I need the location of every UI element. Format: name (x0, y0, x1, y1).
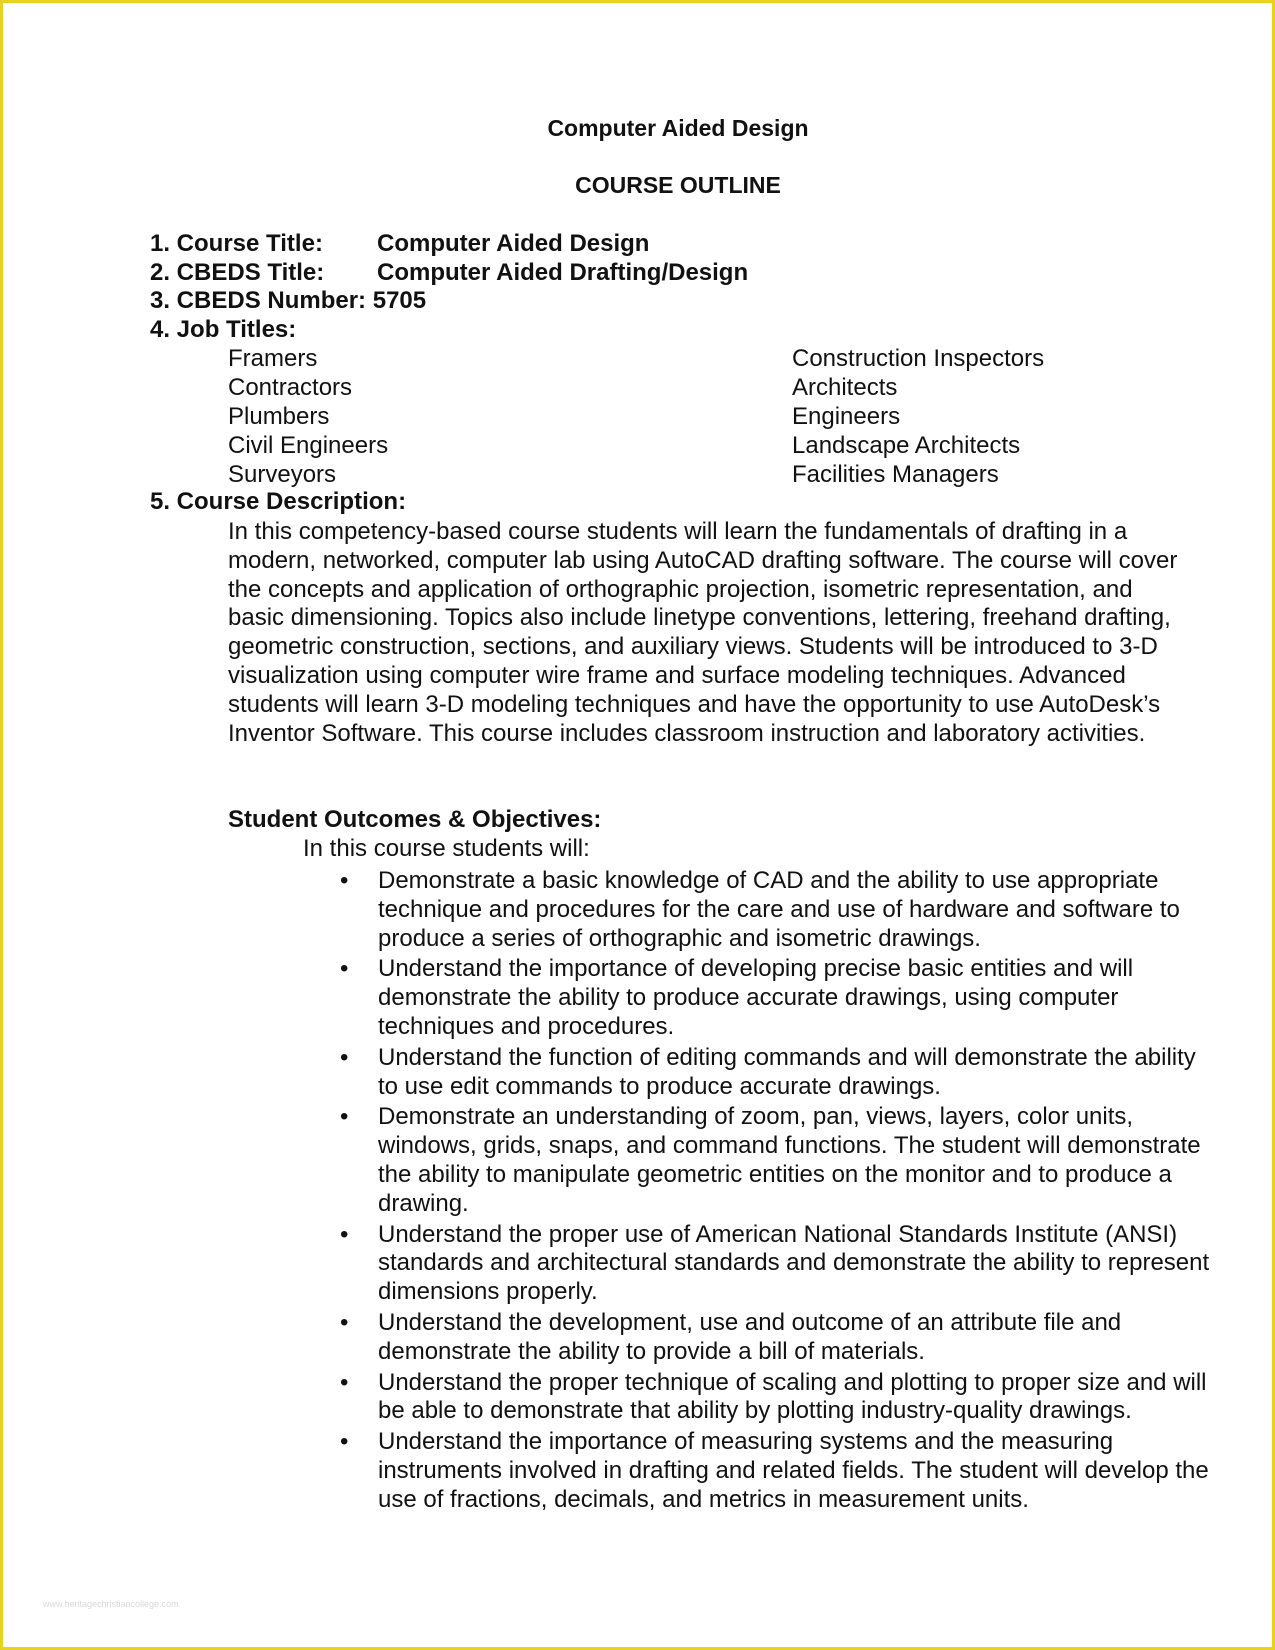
list-item (340, 1428, 1210, 1514)
job-title: Engineers (792, 403, 901, 430)
bullet-icon: • (340, 1368, 349, 1396)
outcome-text: Understand the proper use of American National Standards Institute (ANSI) standards and architectural standards and demonstrate the ability to represent dimensions properly. (378, 1220, 1210, 1306)
course-fields (150, 230, 748, 344)
list-item (340, 867, 1210, 953)
field-value: Computer Aided Design (377, 230, 650, 257)
document-subtitle: COURSE OUTLINE (575, 172, 781, 198)
outcome-text: Demonstrate a basic knowledge of CAD and the ability to use appropriate technique and procedures for the care and use of hardware and software to produce a series of orthographic and isometric drawings. (378, 867, 1180, 952)
outcomes-heading: Student Outcomes & Objectives: (228, 806, 602, 833)
job-title: Construction Inspectors (792, 345, 1045, 372)
job-title: Plumbers (228, 403, 330, 430)
list-item (340, 1308, 1210, 1367)
job-title: Framers (228, 345, 318, 372)
field-label: 2. CBEDS Title: (150, 258, 325, 286)
outcome-text: Demonstrate an understanding of zoom, pan, views, layers, color units, windows, grids, snaps, and command functions. The student will demonstrate the ability to manipulate geometric entities on the monitor and to produce a drawing. (378, 1103, 1201, 1217)
outcome-text: Understand the development, use and outcome of an attribute file and demonstrate the ability to provide a bill of materials. (378, 1308, 1122, 1365)
list-item (340, 1103, 1210, 1218)
job-title: Contractors (228, 374, 353, 401)
list-item (340, 1220, 1210, 1307)
field-label: 4. Job Titles: (150, 315, 297, 343)
field-label: 1. Course Title: (150, 230, 323, 257)
bullet-icon: • (340, 1103, 349, 1131)
outcome-text: Understand the importance of measuring systems and the measuring instruments involved in drafting and related fields. The student will develop the use of fractions, decimals, and metrics in measurement units. (378, 1428, 1209, 1513)
field-cbeds-title (150, 259, 748, 288)
bullet-icon: • (340, 1428, 349, 1456)
bullet-icon: • (340, 1220, 349, 1248)
field-cbeds-number (150, 287, 748, 316)
job-title: Landscape Architects (792, 432, 1021, 459)
field-value: Computer Aided Drafting/Design (377, 258, 749, 286)
outcomes-list (340, 867, 1210, 1517)
field-label: 3. CBEDS Number: (150, 287, 367, 314)
bullet-icon: • (340, 1043, 349, 1071)
job-title: Facilities Managers (792, 461, 999, 488)
field-value: 5705 (372, 287, 427, 314)
bullet-icon: • (340, 1308, 349, 1336)
bullet-icon: • (340, 867, 349, 894)
list-item (340, 1043, 1210, 1102)
list-item (340, 955, 1210, 1041)
outcome-text: Understand the proper technique of scaling and plotting to proper size and will be able to demonstrate that ability by plotting industry-quality drawings. (378, 1368, 1207, 1425)
outcomes-intro: In this course students will: (303, 835, 590, 862)
job-title: Surveyors (228, 461, 337, 488)
job-title: Civil Engineers (228, 432, 389, 459)
course-description-text: In this competency-based course students will learn the fundamentals of drafting in a modern, networked, computer lab using AutoCAD drafting software. The course will cover the concepts and application of orthographic projection, isometric representation, and basic dimensioning. Topics also include linetype conventions, lettering, freehand drafting, geometric construction, sections, and auxiliary views. Students will be introduced to 3-D visualization using computer wire frame and surface modeling techniques. Advanced students will learn 3-D modeling techniques and have the opportunity to use AutoDesk’s Inventor Software. This course includes classroom instruction and laboratory activities. (228, 518, 1178, 747)
field-course-title (150, 230, 748, 259)
job-titles-right-column (792, 344, 1044, 489)
document-title: Computer Aided Design (547, 115, 809, 141)
outcome-text: Understand the function of editing commands and will demonstrate the ability to use edit commands to produce accurate drawings. (378, 1043, 1196, 1100)
list-item (340, 1368, 1210, 1427)
outcome-text: Understand the importance of developing precise basic entities and will demonstrate the ability to produce accurate drawings, using computer techniques and procedures. (378, 955, 1134, 1040)
field-job-titles (150, 316, 748, 345)
job-title: Architects (792, 374, 898, 401)
bullet-icon: • (340, 955, 349, 983)
watermark-text: www.heritagechristiancollege.com (43, 1599, 179, 1609)
job-titles-left-column (228, 344, 388, 489)
course-description-heading: 5. Course Description: (150, 488, 407, 515)
